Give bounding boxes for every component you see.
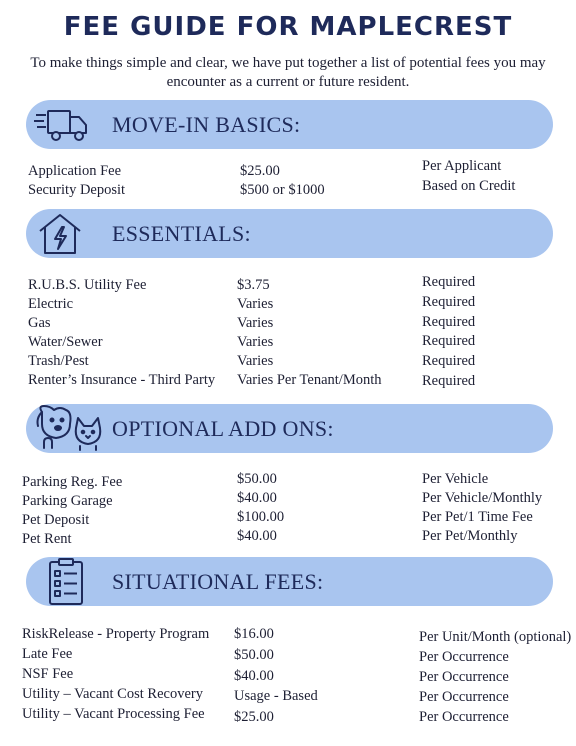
section-banner-essentials (26, 209, 553, 258)
fee-name: Application Fee (28, 163, 122, 179)
fee-name: Water/Sewer (28, 334, 103, 350)
fee-amount: $3.75 (237, 277, 270, 293)
house-lightning-icon (36, 211, 84, 255)
fee-note: Per Vehicle/Monthly (422, 490, 543, 506)
fee-note: Per Pet/1 Time Fee (422, 509, 533, 525)
fee-name: Utility – Vacant Cost Recovery (22, 686, 203, 702)
fee-name: Pet Deposit (22, 512, 90, 528)
fee-note: Required (422, 274, 476, 290)
section-banner-move-in (26, 100, 553, 149)
fee-name: Parking Reg. Fee (22, 474, 123, 490)
fee-name: Pet Rent (22, 531, 72, 547)
fee-amount: $40.00 (237, 528, 277, 544)
fee-amount: Varies (237, 296, 274, 312)
fee-note: Required (422, 373, 476, 389)
fee-name: Gas (28, 315, 51, 331)
fee-note: Required (422, 353, 476, 369)
intro-text: To make things simple and clear, we have put together a list of potential fees you may encounter as a current or future resident. (30, 55, 546, 90)
page-title: FEE GUIDE FOR MAPLECREST (63, 12, 513, 42)
moving-truck-icon (34, 105, 90, 145)
fee-amount: Varies Per Tenant/Month (237, 372, 382, 388)
fee-amount: $40.00 (234, 668, 274, 684)
fee-amount: Usage - Based (234, 688, 318, 704)
fee-note: Based on Credit (422, 178, 516, 194)
section-heading: MOVE-IN BASICS: (112, 112, 301, 137)
fee-note: Per Applicant (422, 158, 502, 174)
fee-name: Electric (28, 296, 74, 312)
fee-amount: $100.00 (237, 509, 285, 525)
section-heading: ESSENTIALS: (112, 221, 251, 246)
clipboard-checklist-icon (46, 558, 86, 606)
section-heading: SITUATIONAL FEES: (112, 569, 324, 594)
fee-note: Per Occurrence (419, 669, 509, 685)
fee-name: RiskRelease - Property Program (22, 626, 210, 642)
fee-name: R.U.B.S. Utility Fee (28, 277, 147, 293)
section-banner-situational (26, 557, 553, 606)
fee-amount: $50.00 (234, 647, 274, 663)
fee-amount: $25.00 (240, 163, 280, 179)
fee-name: NSF Fee (22, 666, 74, 682)
fee-note: Per Unit/Month (optional) (419, 629, 572, 645)
fee-name: Trash/Pest (28, 353, 89, 369)
fee-name: Late Fee (22, 646, 73, 662)
fee-amount: $16.00 (234, 626, 274, 642)
fee-amount: Varies (237, 315, 274, 331)
fee-note: Required (422, 333, 476, 349)
fee-name: Utility – Vacant Processing Fee (22, 706, 205, 722)
section-banner-optional (26, 404, 553, 453)
fee-amount: Varies (237, 353, 274, 369)
fee-note: Per Occurrence (419, 689, 509, 705)
fee-note: Per Vehicle (422, 471, 489, 487)
fee-note: Per Occurrence (419, 709, 509, 725)
fee-note: Required (422, 294, 476, 310)
dog-cat-icon (32, 402, 104, 452)
fee-name: Security Deposit (28, 182, 126, 198)
fee-note: Per Pet/Monthly (422, 528, 518, 544)
fee-note: Per Occurrence (419, 649, 509, 665)
section-heading: OPTIONAL ADD ONS: (112, 416, 334, 441)
fee-amount: $40.00 (237, 490, 277, 506)
fee-note: Required (422, 314, 476, 330)
fee-name: Parking Garage (22, 493, 113, 509)
fee-amount: $50.00 (237, 471, 277, 487)
fee-amount: Varies (237, 334, 274, 350)
fee-amount: $25.00 (234, 709, 274, 725)
fee-name: Renter’s Insurance - Third Party (28, 372, 216, 388)
fee-amount: $500 or $1000 (240, 182, 325, 198)
